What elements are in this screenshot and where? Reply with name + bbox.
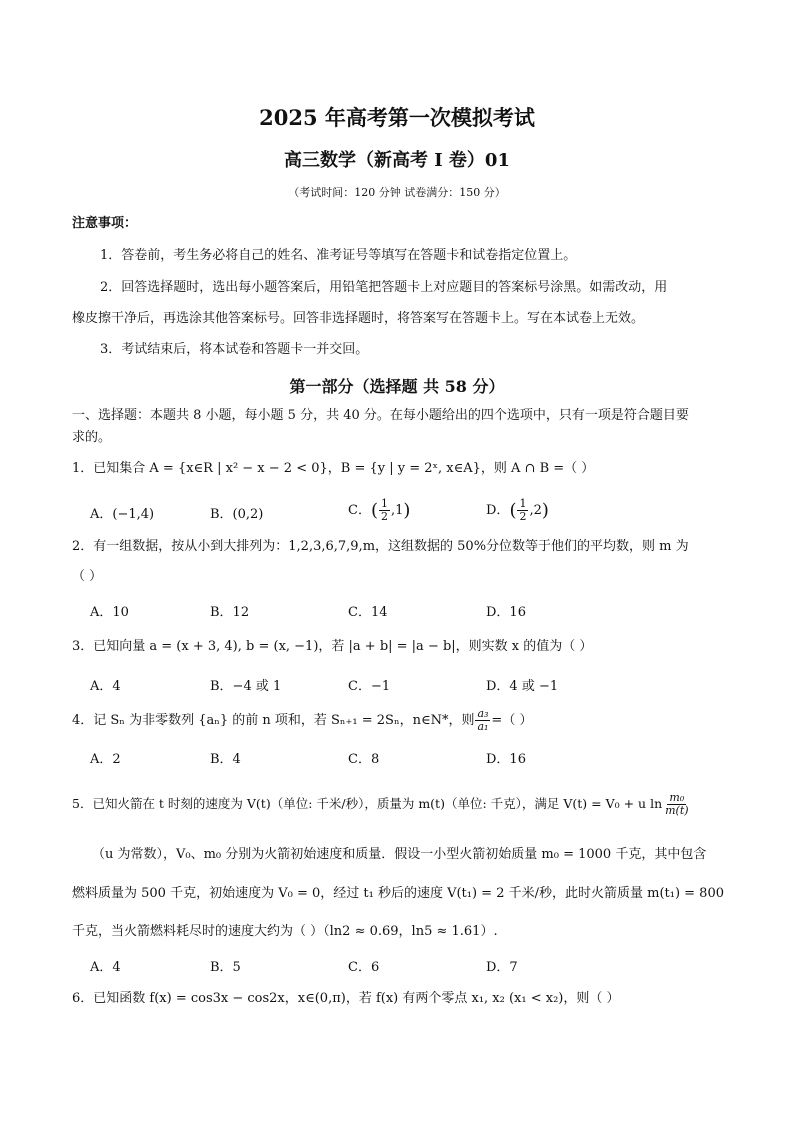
- q3-option-b: B．−4 或 1: [210, 679, 282, 694]
- q5-option-b: B．5: [210, 960, 241, 975]
- q5-fraction-den: m(t): [665, 804, 689, 817]
- q1-option-d-fraction: [517, 498, 528, 523]
- q4-option-d: D．16: [486, 752, 526, 767]
- notice-heading: 注意事项：: [72, 216, 138, 231]
- part1-heading: 第一部分（选择题 共 58 分）: [289, 377, 505, 396]
- part1-intro-line-2: 求的。: [72, 430, 112, 445]
- q4-stem-prefix: 4．记 Sₙ 为非零数列 {aₙ} 的前 n 项和，若 Sₙ₊₁ = 2Sₙ，n∈N*，则: [72, 713, 475, 728]
- q3-option-c: C．−1: [348, 679, 391, 694]
- exam-title: 2025 年高考第一次模拟考试: [259, 105, 535, 130]
- q5-stem-line-1-text: 5．已知火箭在 t 时刻的速度为 V(t)（单位: 千米/秒），质量为 m(t)（单位: 千克），满足 V(t) = V₀ + u ln: [72, 796, 663, 811]
- notice-item-2-line-2: 橡皮擦干净后，再选涂其他答案标号。回答非选择题时，将答案写在答题卡上。写在本试卷上无效。: [72, 311, 645, 326]
- q1-option-d: D．( $\frac{1}{2}$ ,2): [486, 497, 549, 523]
- q2-option-b: B．12: [210, 605, 250, 620]
- q1-option-b: B．(0,2): [210, 507, 264, 522]
- q1-option-c: C．( $\frac{1}{2}$ ,1): [348, 497, 411, 523]
- q5-option-c: C．6: [348, 960, 380, 975]
- q5-stem-line-3: 燃料质量为 500 千克，初始速度为 V₀ = 0，经过 t₁ 秒后的速度 V(t₁) = 2 千米/秒，此时火箭质量 m(t₁) = 800: [72, 886, 724, 901]
- q5-fraction: [663, 792, 690, 817]
- q3-stem: 3．已知向量 a = (x + 3, 4), b = (x, −1)，若 |a + b| = |a − b|，则实数 x 的值为（ ）: [72, 639, 593, 654]
- q3-option-d: D．4 或 −1: [486, 679, 559, 694]
- q1-option-c-den: 2: [380, 510, 388, 523]
- q4-fraction: [475, 708, 490, 733]
- q5-stem-line-1: [72, 792, 692, 817]
- exam-subtitle: 高三数学（新高考 Ⅰ 卷）01: [283, 150, 510, 171]
- q2-option-d: D．16: [486, 605, 526, 620]
- notice-item-2-line-1: 2．回答选择题时，选出每小题答案后，用铅笔把答题卡上对应题目的答案标号涂黑。如需改动，用: [100, 280, 668, 295]
- q2-option-c: C．14: [348, 605, 388, 620]
- q1-option-a: A．(−1,4): [90, 507, 155, 522]
- notice-item-3: 3．考试结束后，将本试卷和答题卡一并交回。: [100, 342, 369, 357]
- q5-stem-line-4: 千克，当火箭燃料耗尽时的速度大约为（ ）（ln2 ≈ 0.69，ln5 ≈ 1.61）.: [72, 924, 498, 939]
- q2-stem-line-1: 2．有一组数据，按从小到大排列为：1,2,3,6,7,9,m，这组数据的 50%分位数等于他们的平均数，则 m 为: [72, 539, 689, 554]
- q4-fraction-num: a₃: [477, 707, 489, 720]
- q4-option-c: C．8: [348, 752, 380, 767]
- q6-stem: 6．已知函数 f(x) = cos3x − cos2x，x∈(0,π)，若 f(x) 有两个零点 x₁, x₂ (x₁ < x₂)，则（ ）: [72, 991, 620, 1006]
- q4-option-b: B．4: [210, 752, 241, 767]
- q5-option-d: D．7: [486, 960, 518, 975]
- q1-option-d-prefix: D．: [486, 503, 510, 518]
- q4-stem: [72, 708, 532, 733]
- q4-fraction-den: a₁: [477, 720, 489, 733]
- q1-option-d-den: 2: [519, 510, 527, 523]
- q4-stem-suffix: =（ ）: [491, 713, 533, 728]
- q1-stem: 1．已知集合 A = {x∈R | x² − x − 2 < 0}，B = {y | y = 2ˣ, x∈A}，则 A ∩ B =（ ）: [72, 461, 595, 476]
- q5-option-a: A．4: [90, 960, 121, 975]
- q1-option-d-num: 1: [519, 497, 527, 510]
- part1-intro-line-1: 一、选择题：本题共 8 小题，每小题 5 分，共 40 分。在每小题给出的四个选项中，只有一项是符合题目要: [72, 408, 689, 423]
- q1-option-c-prefix: C．: [348, 503, 371, 518]
- q4-option-a: A．2: [90, 752, 121, 767]
- q2-stem-line-2: （ ）: [72, 569, 103, 584]
- q1-option-d-suffix: ,2: [529, 503, 542, 518]
- exam-info: （考试时间：120 分钟 试卷满分：150 分）: [288, 186, 506, 199]
- q1-option-c-suffix: ,1: [390, 503, 404, 518]
- q2-option-a: A．10: [90, 605, 129, 620]
- notice-item-1: 1．答卷前，考生务必将自己的姓名、准考证号等填写在答题卡和试卷指定位置上。: [100, 248, 577, 263]
- q1-option-c-fraction: [379, 498, 390, 523]
- q5-fraction-num: m₀: [669, 791, 685, 804]
- q3-option-a: A．4: [90, 679, 121, 694]
- q1-option-c-num: 1: [380, 497, 388, 510]
- q5-stem-line-2: （u 为常数），V₀、m₀ 分别为火箭初始速度和质量．假设一小型火箭初始质量 m₀ = 1000 千克，其中包含: [92, 847, 707, 862]
